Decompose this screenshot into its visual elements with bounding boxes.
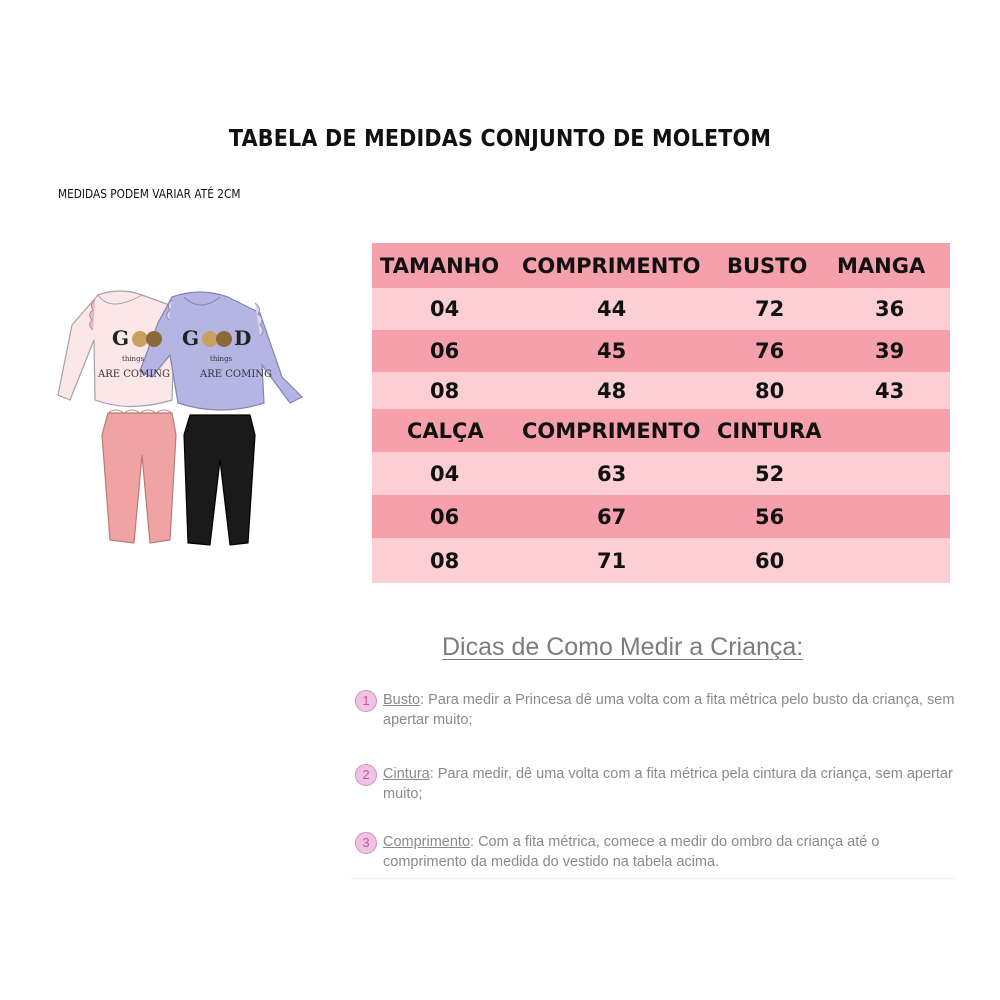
page-title: TABELA DE MEDIDAS CONJUNTO DE MOLETOM	[228, 126, 772, 152]
cell-manga: 39	[875, 339, 905, 363]
cell-busto: 80	[755, 378, 785, 403]
tip-term: Cintura	[383, 766, 430, 782]
cell-comprimento: 44	[597, 297, 627, 321]
calca-header-row	[372, 409, 950, 452]
cell-manga: 36	[875, 297, 905, 321]
tip-text: : Para medir, dê uma volta com a fita métrica pela cintura da criança, sem apertar muito;	[383, 766, 953, 802]
cell-comprimento: 67	[597, 504, 627, 529]
tip-body	[383, 764, 963, 804]
tip-number-badge: 1	[355, 690, 377, 712]
header-comprimento: COMPRIMENTO	[522, 418, 701, 443]
header-tamanho: TAMANHO	[380, 253, 500, 278]
cell-size: 08	[430, 548, 460, 573]
measurement-note: MEDIDAS PODEM VARIAR ATÉ 2CM	[58, 187, 241, 201]
print-small-word: things	[122, 355, 145, 363]
outfit-illustration	[50, 285, 310, 555]
print-line2: ARE COMING	[98, 369, 171, 380]
cell-comprimento: 63	[597, 461, 627, 486]
cell-size: 06	[430, 339, 460, 363]
tip-term: Busto	[383, 692, 421, 708]
size-table	[372, 243, 950, 583]
cell-manga: 43	[875, 378, 905, 403]
print-line2: ARE COMING	[200, 369, 273, 380]
table-row	[372, 330, 950, 372]
tip-body	[383, 690, 963, 730]
tip-text: : Com a fita métrica, comece a medir do ombro da criança até o comprimento da medida do vestido na tabela acima.	[383, 834, 880, 870]
cell-busto: 76	[755, 339, 785, 363]
tip-number-badge: 2	[355, 764, 377, 786]
blusa-header-row	[372, 243, 950, 288]
cell-size: 06	[430, 504, 460, 529]
tip-body	[383, 832, 963, 872]
header-comprimento: COMPRIMENTO	[522, 253, 701, 278]
header-cintura: CINTURA	[717, 418, 822, 443]
table-row	[372, 538, 950, 583]
tip-text: : Para medir a Princesa dê uma volta com a fita métrica pelo busto da criança, sem apertar muito;	[383, 692, 955, 728]
cell-comprimento: 45	[597, 339, 627, 363]
tips-title: Dicas de Como Medir a Criança:	[442, 633, 804, 661]
tip-number-badge: 3	[355, 832, 377, 854]
tip-term: Comprimento	[383, 834, 471, 850]
cell-size: 08	[430, 378, 460, 403]
cell-comprimento: 48	[597, 378, 627, 403]
cell-cintura: 60	[755, 548, 785, 573]
cell-cintura: 52	[755, 461, 785, 486]
print-heart-icon	[216, 331, 232, 347]
print-letter-d: D	[234, 326, 252, 350]
print-heart-icon	[146, 331, 162, 347]
table-row	[372, 452, 950, 495]
table-row	[372, 288, 950, 330]
header-manga: MANGA	[837, 253, 926, 278]
print-small-word: things	[210, 355, 233, 363]
table-row	[372, 495, 950, 538]
print-letter-g: G	[182, 326, 200, 350]
black-pants	[184, 415, 255, 545]
cell-size: 04	[430, 461, 460, 486]
pink-pants	[102, 410, 176, 543]
print-letter-g: G	[112, 326, 130, 350]
print-heart-icon	[202, 331, 218, 347]
cell-busto: 72	[755, 297, 785, 321]
cell-size: 04	[430, 297, 460, 321]
header-calca: CALÇA	[407, 418, 484, 443]
header-busto: BUSTO	[727, 253, 808, 278]
cell-comprimento: 71	[597, 548, 627, 573]
table-row	[372, 372, 950, 409]
cell-cintura: 56	[755, 504, 785, 529]
print-heart-icon	[132, 331, 148, 347]
